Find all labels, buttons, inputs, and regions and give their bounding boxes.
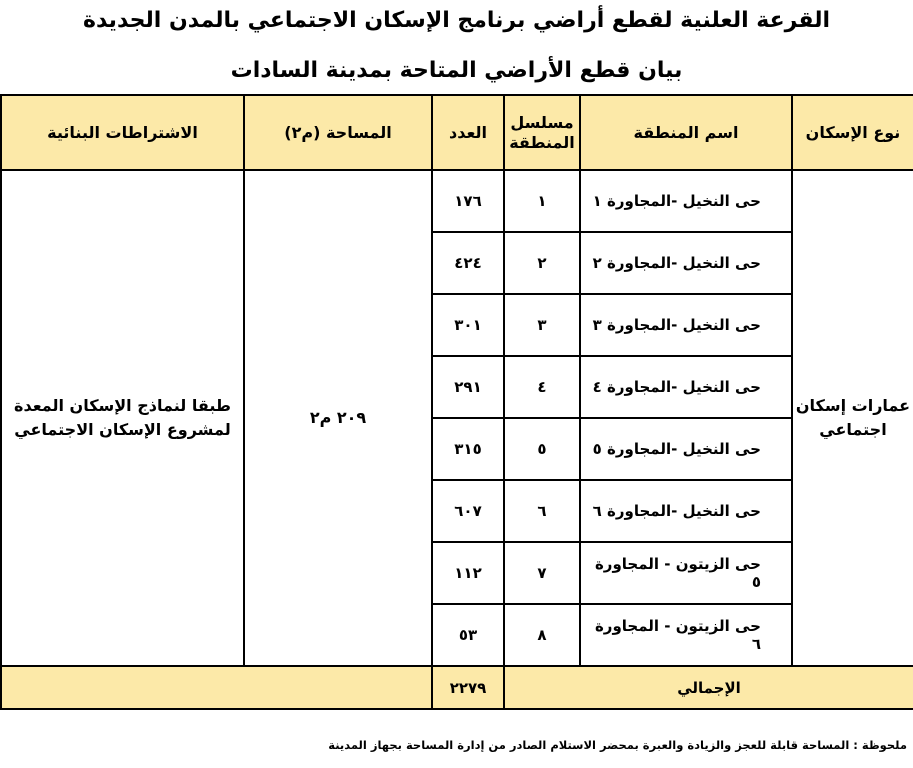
zone-serial-cell: ٦	[504, 480, 580, 542]
zone-serial-cell: ٢	[504, 232, 580, 294]
total-label: الإجمالي	[504, 666, 913, 709]
zone-serial-cell: ٤	[504, 356, 580, 418]
requirements-cell	[1, 170, 244, 666]
zone-name-cell: حى النخيل -المجاورة ٥	[580, 418, 792, 480]
header-zone-serial	[504, 95, 580, 170]
zone-serial-cell: ٨	[504, 604, 580, 666]
total-value: ٢٢٧٩	[432, 666, 504, 709]
land-plots-table	[0, 94, 913, 710]
header-zone-serial-line2: المنطقة	[509, 132, 575, 152]
area-cell: ٢٠٩ م٢	[244, 170, 432, 666]
zone-serial-cell: ٧	[504, 542, 580, 604]
sub-title: بيان قطع الأراضي المتاحة بمدينة السادات	[230, 58, 683, 83]
requirements-line2: لمشروع الإسكان الاجتماعي	[14, 420, 231, 439]
housing-type-cell	[792, 170, 913, 666]
count-cell: ٥٣	[432, 604, 504, 666]
zone-name-cell: حى الزيتون - المجاورة ٦	[580, 604, 792, 666]
count-cell: ٣١٥	[432, 418, 504, 480]
count-cell: ١٧٦	[432, 170, 504, 232]
header-count: العدد	[432, 95, 504, 170]
zone-serial-cell: ٣	[504, 294, 580, 356]
count-cell: ١١٢	[432, 542, 504, 604]
housing-type-line1: عمارات إسكان	[795, 396, 911, 415]
zone-name-cell: حى النخيل -المجاورة ٣	[580, 294, 792, 356]
header-zone-name: اسم المنطقة	[580, 95, 792, 170]
header-housing-type: نوع الإسكان	[792, 95, 913, 170]
zone-name-cell: حى النخيل -المجاورة ١	[580, 170, 792, 232]
zone-name-cell: حى النخيل -المجاورة ٤	[580, 356, 792, 418]
zone-serial-cell: ١	[504, 170, 580, 232]
header-building-requirements: الاشتراطات البنائية	[1, 95, 244, 170]
footnote: ملحوظة : المساحة قابلة للعجز والزيادة والعبرة بمحضر الاستلام الصادر من إدارة المساحة بجهاز المدينة	[328, 738, 907, 752]
zone-serial-cell: ٥	[504, 418, 580, 480]
total-blank	[1, 666, 432, 709]
zone-name-cell: حى النخيل -المجاورة ٢	[580, 232, 792, 294]
table-row	[1, 170, 913, 232]
header-zone-serial-line1: مسلسل	[510, 112, 574, 132]
total-row	[1, 666, 913, 709]
housing-type-line2: اجتماعي	[819, 420, 887, 439]
count-cell: ٤٢٤	[432, 232, 504, 294]
main-title: القرعة العلنية لقطع أراضي برنامج الإسكان الاجتماعي بالمدن الجديدة	[82, 8, 830, 33]
header-row	[1, 95, 913, 170]
zone-name-cell: حى النخيل -المجاورة ٦	[580, 480, 792, 542]
header-area: المساحة (م٢)	[244, 95, 432, 170]
count-cell: ٣٠١	[432, 294, 504, 356]
count-cell: ٦٠٧	[432, 480, 504, 542]
zone-name-cell: حى الزيتون - المجاورة ٥	[580, 542, 792, 604]
count-cell: ٢٩١	[432, 356, 504, 418]
requirements-line1: طبقا لنماذج الإسكان المعدة	[14, 396, 231, 415]
